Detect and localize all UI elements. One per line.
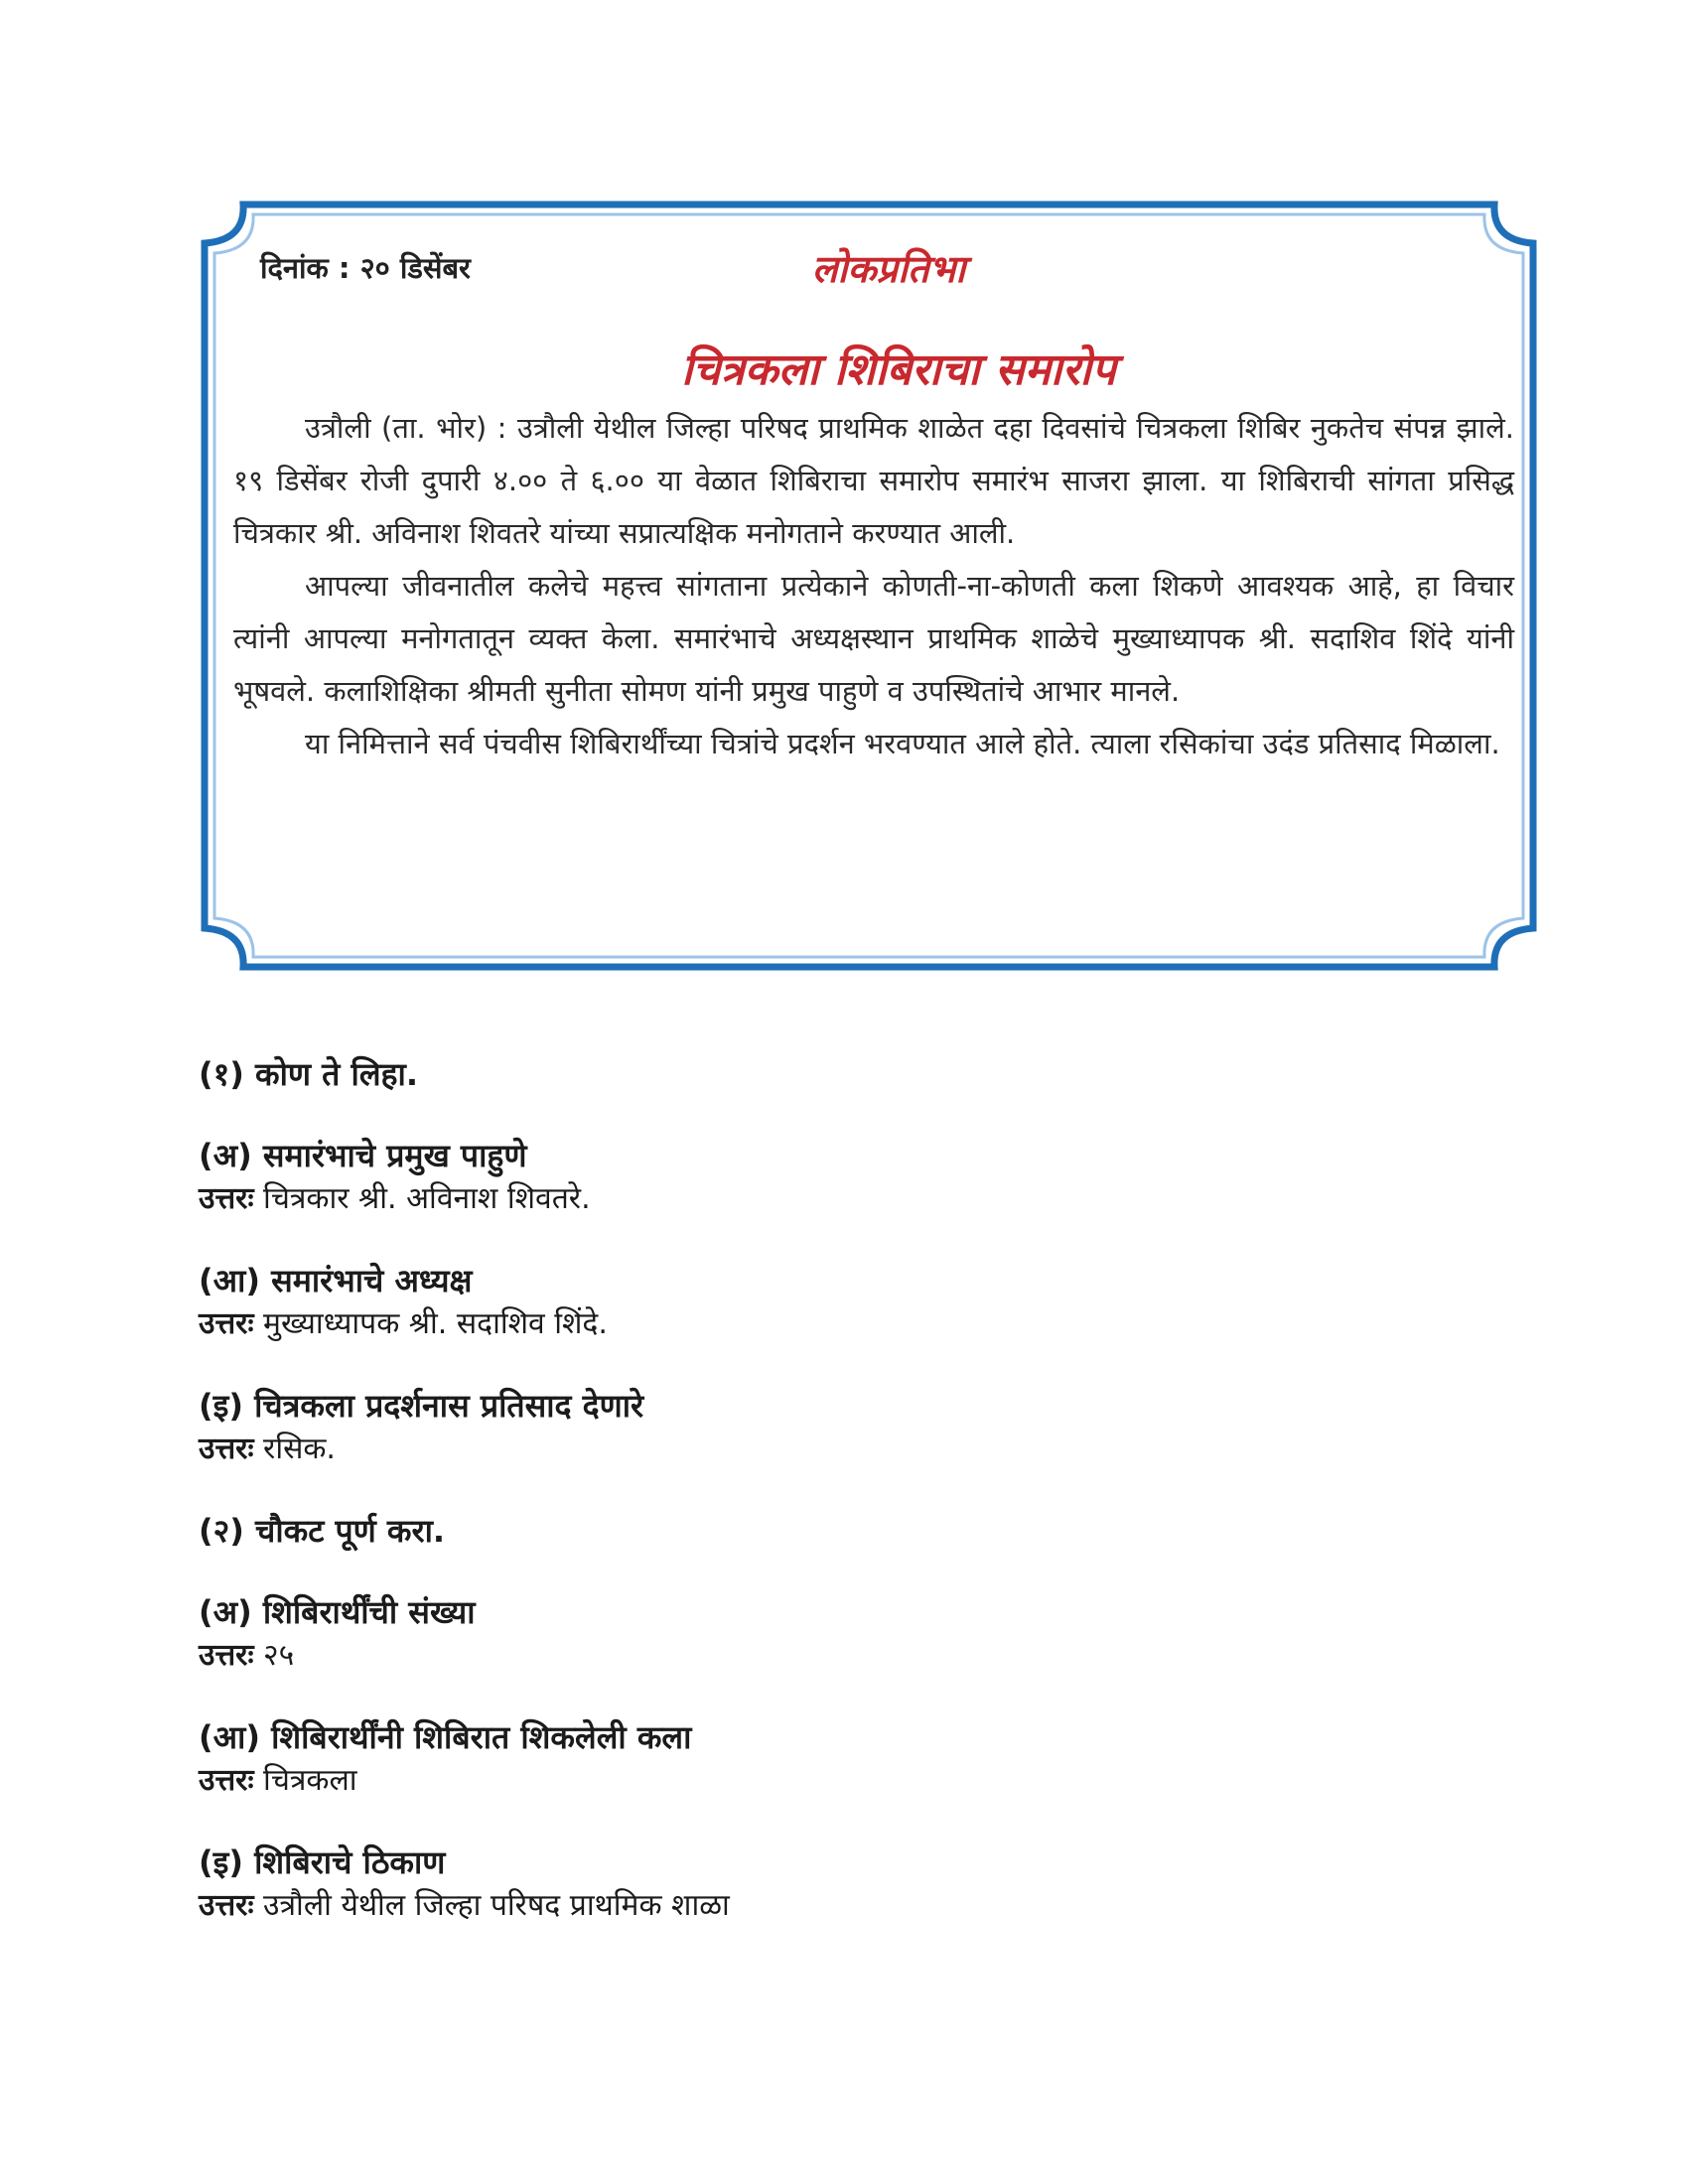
newspaper-name: लोकप्रतिभा — [811, 247, 966, 291]
question: (अ) शिबिरार्थींची संख्या — [199, 1593, 476, 1631]
news-paragraph: या निमित्ताने सर्व पंचवीस शिबिरार्थींच्या चित्रांचे प्रदर्शन भरवण्यात आले होते. त्याला रसिकांचा उदंड प्रतिसाद मिळाला. — [305, 727, 1500, 760]
news-paragraph: आपल्या जीवनातील कलेचे महत्त्व सांगताना प्रत्येकाने कोणती-ना-कोणती कला शिकणे आवश्यक आहे, हा विचार त्यांनी आपल्या मनोगतातून व्यक्त केला. समारंभाचे अध्यक्षस्थान प्राथमिक शाळेचे मुख्याध्यापक श्री. सदाशिव शिंदे यांनी भूषवले. कलाशिक्षिका श्रीमती सुनीता सोमण यांनी प्रमुख पाहुणे व उपस्थितांचे आभार मानले. — [233, 569, 1514, 708]
answer — [199, 1759, 1539, 1803]
answer-text: चित्रकार श्री. अविनाश शिवतरे. — [263, 1181, 591, 1216]
answer-text: उत्रौली येथील जिल्हा परिषद प्राथमिक शाळा — [263, 1888, 730, 1923]
answer-label: उत्तरः — [199, 1888, 254, 1923]
news-headline: चित्रकला शिबिराचा समारोप — [681, 344, 1116, 395]
answer — [199, 1884, 1539, 1928]
answer — [199, 1428, 1539, 1471]
question: (अ) समारंभाचे प्रमुख पाहुणे — [199, 1137, 527, 1174]
answer — [199, 1634, 1539, 1678]
question: (आ) शिबिरार्थींनी शिबिरात शिकलेली कला — [199, 1718, 692, 1756]
section-title: (२) चौकट पूर्ण करा. — [199, 1512, 446, 1550]
answer-text: रसिक. — [263, 1432, 336, 1466]
answer-label: उत्तरः — [199, 1638, 254, 1673]
answer-text: २५ — [263, 1638, 295, 1673]
section-title: (१) कोण ते लिहा. — [199, 1055, 418, 1093]
question: (इ) शिबिराचे ठिकाण — [199, 1843, 446, 1881]
answer-label: उत्तरः — [199, 1432, 254, 1466]
answer — [199, 1177, 1539, 1221]
news-paragraph: उत्रौली (ता. भोर) : उत्रौली येथील जिल्हा परिषद प्राथमिक शाळेत दहा दिवसांचे चित्रकला शिबिर नुकतेच संपन्न झाले. १९ डिसेंबर रोजी दुपारी ४.०० ते ६.०० या वेळात शिबिराचा समारोप समारंभ साजरा झाला. या शिबिराची सांगता प्रसिद्ध चित्रकार श्री. अविनाश शिवतरे यांच्या सप्रात्यक्षिक मनोगताने करण्यात आली. — [233, 411, 1514, 550]
answer-text: चित्रकला — [263, 1763, 357, 1798]
question: (आ) समारंभाचे अध्यक्ष — [199, 1262, 473, 1299]
answer — [199, 1302, 1539, 1346]
answer-label: उत्तरः — [199, 1181, 254, 1216]
answer-label: उत्तरः — [199, 1306, 254, 1341]
answer-text: मुख्याध्यापक श्री. सदाशिव शिंदे. — [263, 1306, 608, 1341]
news-body — [233, 402, 1514, 770]
question-answer-section — [199, 1052, 1539, 1928]
news-date: दिनांक : २० डिसेंबर — [260, 251, 471, 285]
question: (इ) चित्रकला प्रदर्शनास प्रतिसाद देणारे — [199, 1387, 644, 1425]
answer-label: उत्तरः — [199, 1763, 254, 1798]
news-clipping — [199, 199, 1539, 973]
